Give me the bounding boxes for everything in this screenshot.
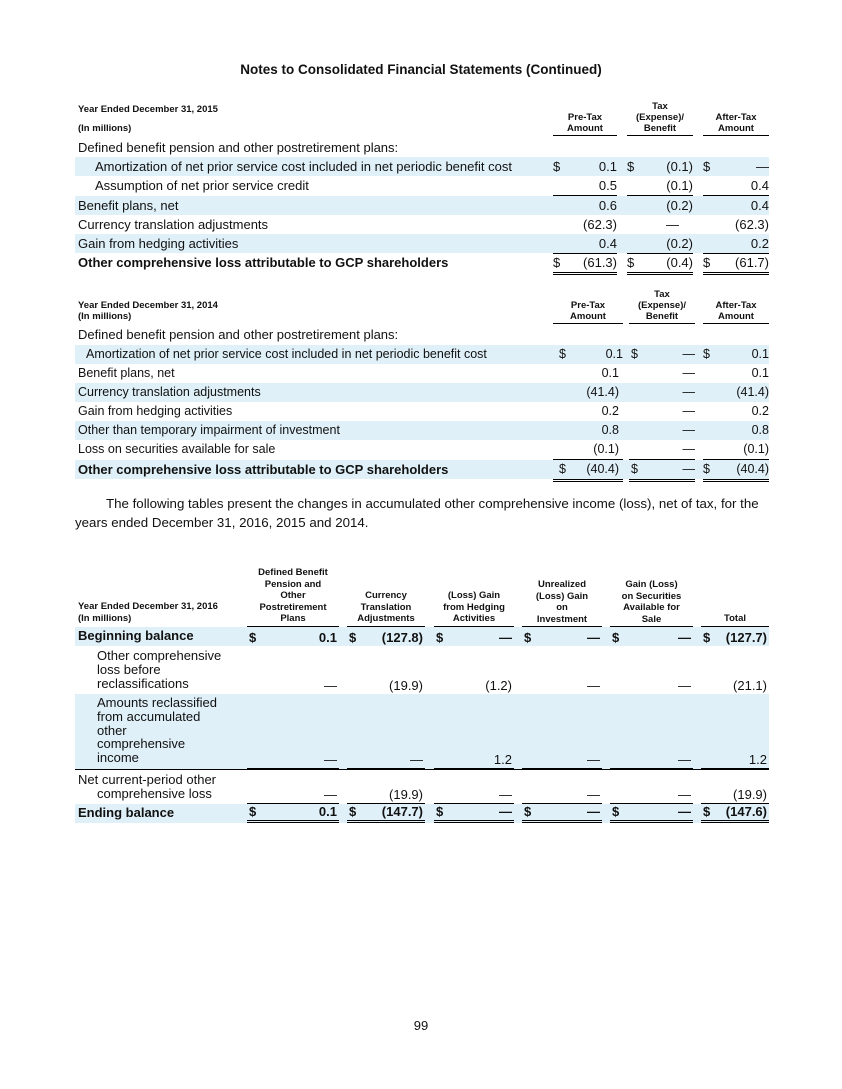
col-currency: Currency Translation Adjustments <box>347 590 425 627</box>
table-row: Beginning balance $ 0.1 $ (127.8) $ — $ — $ — $ (127.7) <box>75 627 769 646</box>
table-row: Net current-period other comprehensive loss — (19.9) — — — (19.9) <box>75 769 769 804</box>
table-row: Currency translation adjustments (62.3) — (62.3) <box>78 217 769 232</box>
table-row: Benefit plans, net 0.6 (0.2) 0.4 <box>75 196 769 215</box>
col-aftertax: After-Tax Amount <box>703 300 769 324</box>
table-row: Amounts reclassified from accumulated other comprehensive income — — 1.2 — — 1.2 <box>75 694 769 769</box>
page-title: Notes to Consolidated Financial Statements (Continued) <box>240 62 602 77</box>
table-row: Gain from hedging activities 0.2 — 0.2 <box>78 404 769 418</box>
units-label: (In millions) <box>78 613 132 624</box>
table-row: Amortization of net prior service cost included in net periodic benefit cost $ 0.1 $ (0.1) $ — <box>75 157 769 176</box>
table-row: Assumption of net prior service credit 0.5 (0.1) 0.4 <box>75 176 769 195</box>
table-row: Loss on securities available for sale (0.1) — (0.1) <box>75 440 769 459</box>
table-row: Amortization of net prior service cost included in net periodic benefit cost $ 0.1 $ — $ 0.1 <box>75 345 769 364</box>
section-label: Defined benefit pension and other postretirement plans: <box>78 327 399 342</box>
col-aftertax: After-Tax Amount <box>703 112 769 136</box>
page-number: 99 <box>413 1018 429 1033</box>
year-label: Year Ended December 31, 2014 <box>78 300 218 311</box>
units-label: (In millions) <box>78 311 132 322</box>
year-label: Year Ended December 31, 2015 <box>78 104 218 115</box>
table-2015 <box>75 100 769 270</box>
col-pension: Defined Benefit Pension and Other Postretirement Plans <box>247 567 339 627</box>
body-paragraph: The following tables present the changes in accumulated other comprehensive income (loss), net of tax, for the years ended December 31, 2016, 2015 and 2014. <box>75 496 759 530</box>
col-pretax: Pre-Tax Amount <box>553 300 623 324</box>
table-row: Other comprehensive loss before reclassifications — (19.9) (1.2) — — (21.1) <box>97 648 767 693</box>
table-row: Other than temporary impairment of investment 0.8 — 0.8 <box>75 421 769 440</box>
col-investment: Unrealized (Loss) Gain on Investment <box>522 579 602 627</box>
table-row-total: Ending balance $ 0.1 $ (147.7) $ — $ — $ — $ (147.6) <box>75 804 769 823</box>
col-total: Total <box>701 613 769 627</box>
table-row-total: Other comprehensive loss attributable to GCP shareholders $ (40.4) $ — $ (40.4) <box>75 460 769 479</box>
units-label: (In millions) <box>78 123 132 134</box>
year-label: Year Ended December 31, 2016 <box>78 601 218 612</box>
table-row: Currency translation adjustments (41.4) — (41.4) <box>75 383 769 402</box>
table-row-total: Other comprehensive loss attributable to GCP shareholders $ (61.3) $ (0.4) $ (61.7) <box>75 253 769 272</box>
table-row: Benefit plans, net 0.1 — 0.1 <box>78 366 769 380</box>
col-pretax: Pre-Tax Amount <box>553 112 617 136</box>
table-2014 <box>75 288 769 477</box>
table-2015-header <box>75 100 769 138</box>
table-2014-header <box>75 288 769 325</box>
col-hedging: (Loss) Gain from Hedging Activities <box>434 590 514 627</box>
section-label: Defined benefit pension and other postretirement plans: <box>78 140 399 155</box>
col-tax: Tax (Expense)/ Benefit <box>627 101 693 136</box>
table-row: Gain from hedging activities 0.4 (0.2) 0.2 <box>75 234 769 253</box>
col-securities: Gain (Loss) on Securities Available for Sale <box>610 579 693 627</box>
col-tax: Tax (Expense)/ Benefit <box>629 289 695 324</box>
